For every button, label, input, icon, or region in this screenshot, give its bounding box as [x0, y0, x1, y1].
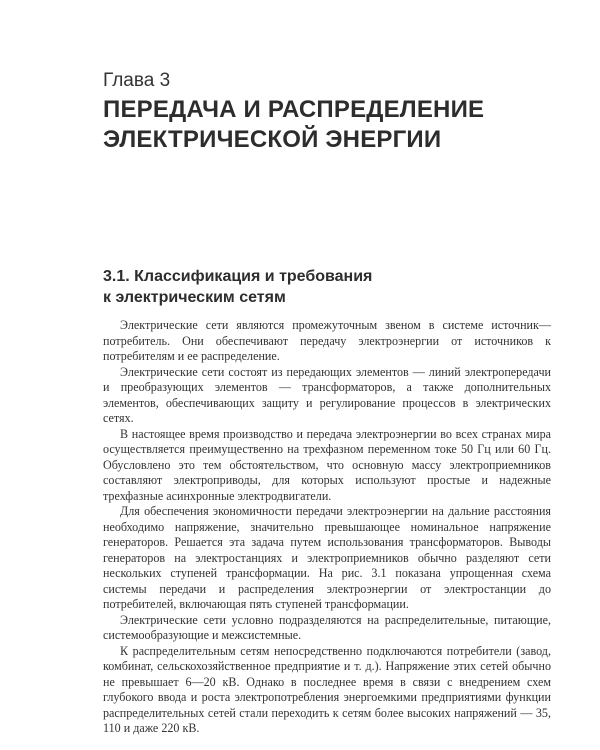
paragraph: Электрические сети являются промежуточным звеном в системе источник—потребитель. Они обеспечивают передачу электроэнергии от источников к потребителям и ее распределение. — [103, 318, 551, 363]
section-title-line-1: 3.1. Классификация и требования — [103, 268, 373, 285]
paragraph: Для обеспечения экономичности передачи электроэнергии на дальние расстояния необходимо напряжение, значительно превышающее номинальное напряжение генераторов. Решается эта задача путем использования трансформаторов. Выводы генераторов на электростанциях и электроприемников обычно разделяют сети нескольких ступеней трансформации. На рис. 3.1 показана упрощенная схема системы передачи и распределения электроэнергии от электростанции до потребителей, включающая пять ступеней трансформации. — [103, 504, 551, 611]
chapter-title — [103, 95, 543, 155]
body-text — [103, 318, 551, 737]
paragraph: Электрические сети состоят из передающих элементов — линий электропередачи и преобразующих элементов — трансформаторов, а также дополнительных элементов, обеспечивающих защиту и регулирование процессов в электрических сетях. — [103, 364, 551, 425]
chapter-title-line-1: ПЕРЕДАЧА И РАСПРЕДЕЛЕНИЕ — [103, 96, 485, 123]
section-title — [103, 266, 543, 308]
paragraph: Электрические сети условно подразделяются на распределительные, питающие, системообразующие и межсистемные. — [103, 612, 551, 642]
chapter-label: Глава 3 — [103, 70, 171, 91]
paragraph: К распределительным сетям непосредственно подключаются потребители (завод, комбинат, сельскохозяйственное предприятие и т. д.). Напряжение этих сетей обычно не превышает 6—20 кВ. Однако в последнее время в связи с внедрением схем глубокого ввода и роста электропотребления энергоемкими предприятиями функции распределительных сетей стали переходить к сетям более высоких напряжений — 35, 110 и даже 220 кВ. — [103, 643, 551, 735]
chapter-title-line-2: ЭЛЕКТРИЧЕСКОЙ ЭНЕРГИИ — [103, 126, 442, 153]
paragraph: В настоящее время производство и передача электроэнергии во всех странах мира осуществляется преимущественно на трехфазном переменном токе 50 Гц или 60 Гц. Обусловлено это тем обстоятельством, что основную массу электроприемников составляют электроприводы, для которых используют простые и надежные трехфазные асинхронные электродвигатели. — [103, 426, 551, 503]
section-title-line-2: к электрическим сетям — [103, 289, 286, 306]
